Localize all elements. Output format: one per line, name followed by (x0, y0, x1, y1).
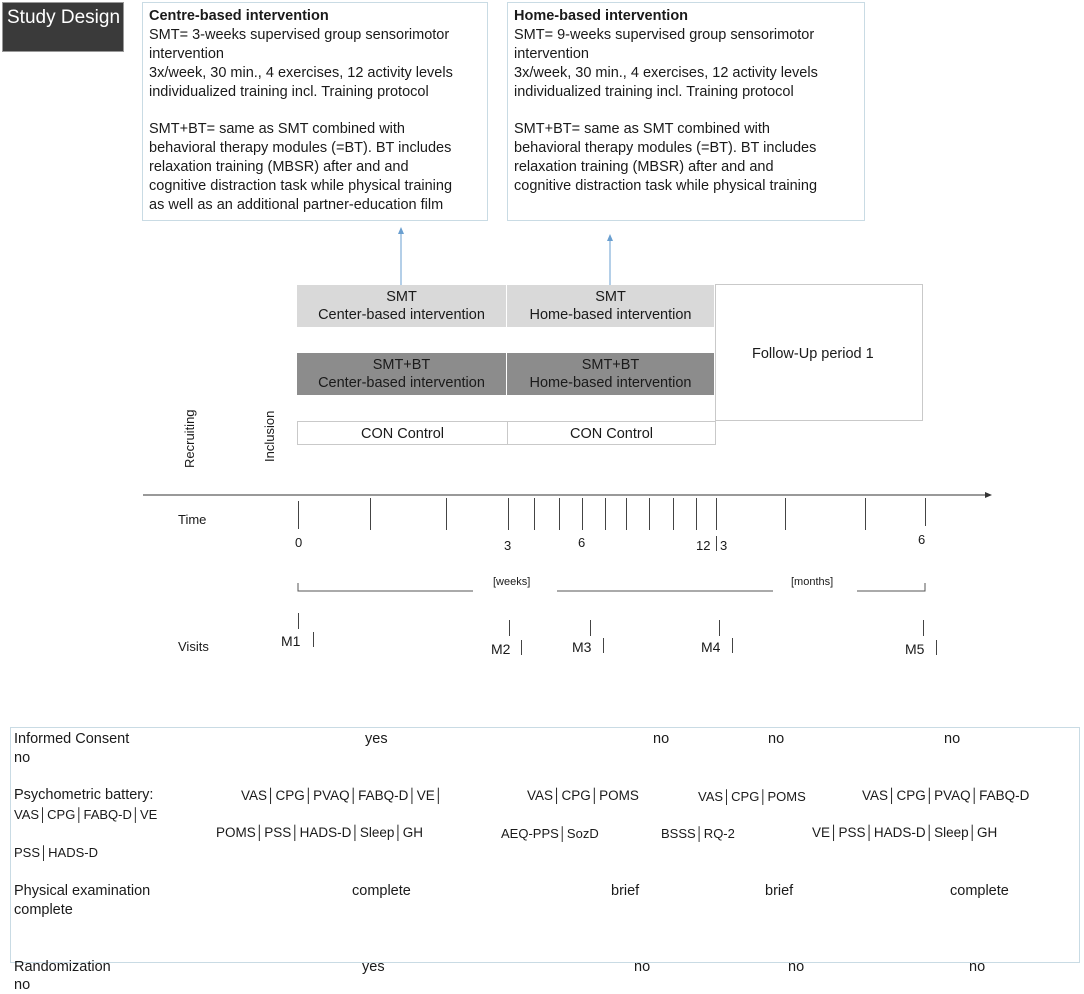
inclusion-label: Inclusion (262, 410, 277, 462)
psychometric-m5-row2: PSS│HADS-D (14, 845, 98, 860)
arm-smtbt-home-type: Home-based intervention (529, 375, 692, 391)
arm-smtbt-center-type: Center-based intervention (318, 375, 485, 391)
timeline-tick (925, 498, 926, 526)
centre-box-line: intervention (149, 46, 224, 62)
centre-box-line: SMT+BT= same as SMT combined with (149, 121, 405, 137)
visit-m3: M3 (572, 639, 592, 655)
connector-arrows (0, 0, 1084, 300)
psychometric-m1-row2: POMS│PSS│HADS-D│Sleep│GH (216, 825, 424, 840)
psychometric-m3-row2: BSSS│RQ-2 (661, 826, 735, 841)
randomization-m4: no (969, 959, 986, 975)
visit-tick (509, 620, 510, 636)
home-box-line: relaxation training (MBSR) after and and (514, 159, 774, 175)
period-brackets (0, 570, 1084, 600)
centre-box-line: relaxation training (MBSR) after and and (149, 159, 409, 175)
arm-smtbt-center (297, 353, 507, 395)
timeline-tick (649, 498, 650, 530)
physical-exam-m5: complete (14, 902, 73, 918)
arm-smt-home (507, 285, 715, 327)
arm-smt-home-name: SMT (595, 289, 626, 305)
visit-tick (603, 638, 604, 653)
visit-tick (298, 613, 299, 629)
home-arrow (607, 234, 613, 285)
arm-smt-center-name: SMT (386, 289, 417, 305)
visit-m1: M1 (281, 633, 301, 649)
visits-label: Visits (178, 639, 209, 654)
tick-label-3-weeks: 3 (504, 538, 512, 553)
tick-separator (716, 536, 717, 551)
randomization-m1: yes (362, 959, 385, 975)
row-label-randomization: Randomization (14, 959, 111, 975)
months-label: [months] (791, 576, 834, 588)
informed-consent-m3: no (768, 731, 785, 747)
timeline-tick (446, 498, 447, 530)
followup-label: Follow-Up period 1 (752, 346, 874, 362)
physical-exam-m1: complete (352, 883, 411, 899)
visit-tick (521, 640, 522, 655)
timeline-tick (716, 498, 717, 530)
followup-connector (715, 327, 716, 353)
arm-smt-center (297, 285, 507, 327)
recruiting-label: Recruiting (182, 409, 197, 468)
arm-smt-center-type: Center-based intervention (318, 307, 485, 323)
physical-exam-m4: complete (950, 883, 1009, 899)
study-design-title: Study Design (2, 2, 124, 52)
tick-label-3-months: 3 (720, 538, 728, 553)
tick-label-12-weeks: 12 (696, 538, 711, 553)
timeline-tick (559, 498, 560, 530)
arm-con-center: CON Control (297, 421, 508, 445)
arm-smtbt-home-name: SMT+BT (581, 357, 640, 373)
visit-tick (313, 632, 314, 647)
home-box-line: SMT+BT= same as SMT combined with (514, 121, 770, 137)
physical-exam-m2: brief (611, 883, 640, 899)
timeline-axis (0, 480, 1084, 520)
home-box-line: SMT= 9-weeks supervised group sensorimotor (514, 27, 815, 43)
timeline-tick (673, 498, 674, 530)
centre-box-heading: Centre-based intervention (149, 8, 329, 24)
psychometric-m3-row1: VAS│CPG│POMS (698, 789, 806, 804)
row-label-informed-consent: Informed Consent (14, 731, 130, 747)
timeline-tick (534, 498, 535, 530)
assessment-table (10, 727, 1080, 963)
visit-m5: M5 (905, 641, 925, 657)
tick-label-0: 0 (295, 535, 303, 550)
timeline-tick (605, 498, 606, 530)
visit-m4: M4 (701, 639, 721, 655)
centre-box-line: individualized training incl. Training protocol (149, 84, 429, 100)
psychometric-m4-row2: VE│PSS│HADS-D│Sleep│GH (812, 825, 998, 840)
row-label-psychometric: Psychometric battery: (14, 787, 154, 803)
followup-connector (715, 395, 716, 421)
psychometric-m1-row1: VAS│CPG│PVAQ│FABQ-D│VE│ (241, 788, 444, 803)
arm-smtbt-center-name: SMT+BT (372, 357, 431, 373)
psychometric-m2-row2: AEQ-PPS│SozD (501, 826, 599, 841)
weeks-label: [weeks] (493, 576, 531, 588)
informed-consent-m5: no (14, 750, 31, 766)
home-box-line: individualized training incl. Training protocol (514, 84, 794, 100)
timeline-tick (696, 498, 697, 530)
visit-tick (923, 620, 924, 636)
psychometric-m5-row1: VAS│CPG│FABQ-D│VE (14, 807, 158, 822)
home-box-line: cognitive distraction task while physical training (514, 178, 818, 194)
informed-consent-m1: yes (365, 731, 388, 747)
psychometric-m2-row1: VAS│CPG│POMS (527, 788, 639, 803)
timeline-tick (626, 498, 627, 530)
visit-m2: M2 (491, 641, 511, 657)
centre-box-line: SMT= 3-weeks supervised group sensorimotor (149, 27, 450, 43)
timeline-tick (582, 498, 583, 530)
centre-box-line: behavioral therapy modules (=BT). BT includes (149, 140, 452, 156)
centre-box-line: 3x/week, 30 min., 4 exercises, 12 activity levels (149, 65, 453, 81)
arm-con-home: CON Control (507, 421, 716, 445)
timeline-tick (865, 498, 866, 530)
centre-box-line: cognitive distraction task while physical training (149, 178, 453, 194)
visit-tick (719, 620, 720, 636)
timeline-tick (370, 498, 371, 530)
row-label-physical-exam: Physical examination (14, 883, 151, 899)
centre-arrow (398, 227, 404, 285)
randomization-m3: no (788, 959, 805, 975)
tick-label-6-months: 6 (918, 532, 926, 547)
visit-tick (936, 640, 937, 655)
psychometric-m4-row1: VAS│CPG│PVAQ│FABQ-D (862, 788, 1030, 803)
timeline-tick (508, 498, 509, 530)
randomization-m2: no (634, 959, 651, 975)
timeline-tick (298, 501, 299, 529)
visit-tick (590, 620, 591, 636)
home-box-line: behavioral therapy modules (=BT). BT includes (514, 140, 817, 156)
arm-smtbt-home (507, 353, 715, 395)
informed-consent-m4: no (944, 731, 961, 747)
physical-exam-m3: brief (765, 883, 794, 899)
home-box-line: intervention (514, 46, 589, 62)
timeline-tick (785, 498, 786, 530)
informed-consent-m2: no (653, 731, 670, 747)
arm-smt-home-type: Home-based intervention (529, 307, 692, 323)
home-box-line: 3x/week, 30 min., 4 exercises, 12 activity levels (514, 65, 818, 81)
centre-box-line: as well as an additional partner-education film (149, 197, 444, 213)
tick-label-6-weeks: 6 (578, 535, 586, 550)
randomization-m5: no (14, 977, 31, 993)
time-label: Time (178, 512, 207, 527)
visit-tick (732, 638, 733, 653)
home-box-heading: Home-based intervention (514, 8, 689, 24)
